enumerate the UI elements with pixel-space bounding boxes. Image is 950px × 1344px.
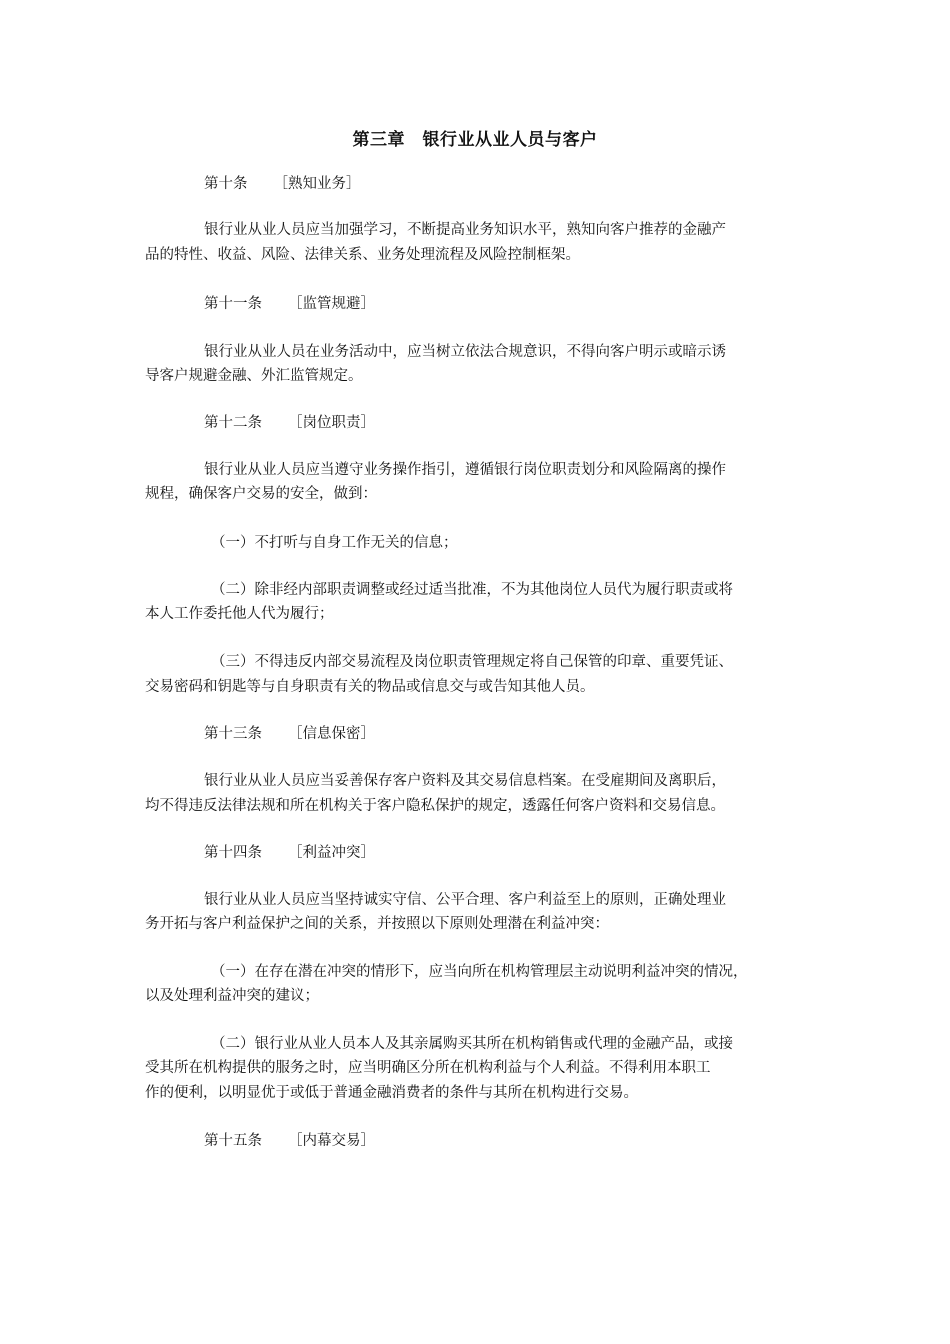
list-item-line: （二）除非经内部职责调整或经过适当批准，不为其他岗位人员代为履行职责或将 [211, 582, 733, 598]
list-item-line: 交易密码和钥匙等与自身职责有关的物品或信息交与或告知其他人员。 [145, 679, 595, 695]
article-title: ［监管规避］ [288, 296, 375, 312]
article-heading [204, 294, 375, 314]
list-item-line: 作的便利，以明显优于或低于普通金融消费者的条件与其所在机构进行交易。 [145, 1085, 638, 1101]
paragraph-line: 均不得违反法律法规和所在机构关于客户隐私保护的规定，透露任何客户资料和交易信息。 [145, 798, 725, 814]
article-heading [204, 1131, 375, 1151]
article-title: ［内幕交易］ [288, 1133, 375, 1149]
article-title: ［岗位职责］ [288, 415, 375, 431]
article-number: 第十三条 [204, 726, 262, 742]
article-heading [204, 724, 375, 744]
article-number: 第十一条 [204, 296, 262, 312]
paragraph-line: 银行业从业人员应当加强学习，不断提高业务知识水平，熟知向客户推荐的金融产 [204, 222, 726, 238]
list-item-line: （三）不得违反内部交易流程及岗位职责管理规定将自己保管的印章、重要凭证、 [211, 654, 733, 670]
paragraph-line: 品的特性、收益、风险、法律关系、业务处理流程及风险控制框架。 [145, 247, 580, 263]
list-item-line: 本人工作委托他人代为履行； [145, 606, 334, 622]
article-number: 第十五条 [204, 1133, 262, 1149]
paragraph-line: 银行业从业人员在业务活动中，应当树立依法合规意识，不得向客户明示或暗示诱 [204, 344, 726, 360]
article-heading [204, 413, 375, 433]
list-item-line: （一）不打听与自身工作无关的信息； [211, 535, 458, 551]
article-heading [204, 174, 361, 194]
paragraph-line: 银行业从业人员应当遵守业务操作指引，遵循银行岗位职责划分和风险隔离的操作 [204, 462, 726, 478]
article-number: 第十二条 [204, 415, 262, 431]
list-item-line: （二）银行业从业人员本人及其亲属购买其所在机构销售或代理的金融产品，或接 [211, 1036, 733, 1052]
article-title: ［信息保密］ [288, 726, 375, 742]
list-item-line: （一）在存在潜在冲突的情形下，应当向所在机构管理层主动说明利益冲突的情况， [211, 964, 748, 980]
article-heading [204, 843, 375, 863]
chapter-title: 第三章 银行业从业人员与客户 [352, 130, 598, 150]
article-number: 第十四条 [204, 845, 262, 861]
article-number: 第十条 [204, 176, 248, 192]
article-title: ［利益冲突］ [288, 845, 375, 861]
article-title: ［熟知业务］ [273, 176, 361, 192]
paragraph-line: 务开拓与客户利益保护之间的关系，并按照以下原则处理潜在利益冲突： [145, 916, 609, 932]
list-item-line: 以及处理利益冲突的建议； [145, 988, 319, 1004]
paragraph-line: 银行业从业人员应当坚持诚实守信、公平合理、客户利益至上的原则，正确处理业 [204, 892, 726, 908]
paragraph-line: 银行业从业人员应当妥善保存客户资料及其交易信息档案。在受雇期间及离职后， [204, 773, 726, 789]
paragraph-line: 规程，确保客户交易的安全，做到： [145, 486, 377, 502]
paragraph-line: 导客户规避金融、外汇监管规定。 [145, 368, 363, 384]
list-item-line: 受其所在机构提供的服务之时，应当明确区分所在机构利益与个人利益。不得利用本职工 [145, 1060, 711, 1076]
